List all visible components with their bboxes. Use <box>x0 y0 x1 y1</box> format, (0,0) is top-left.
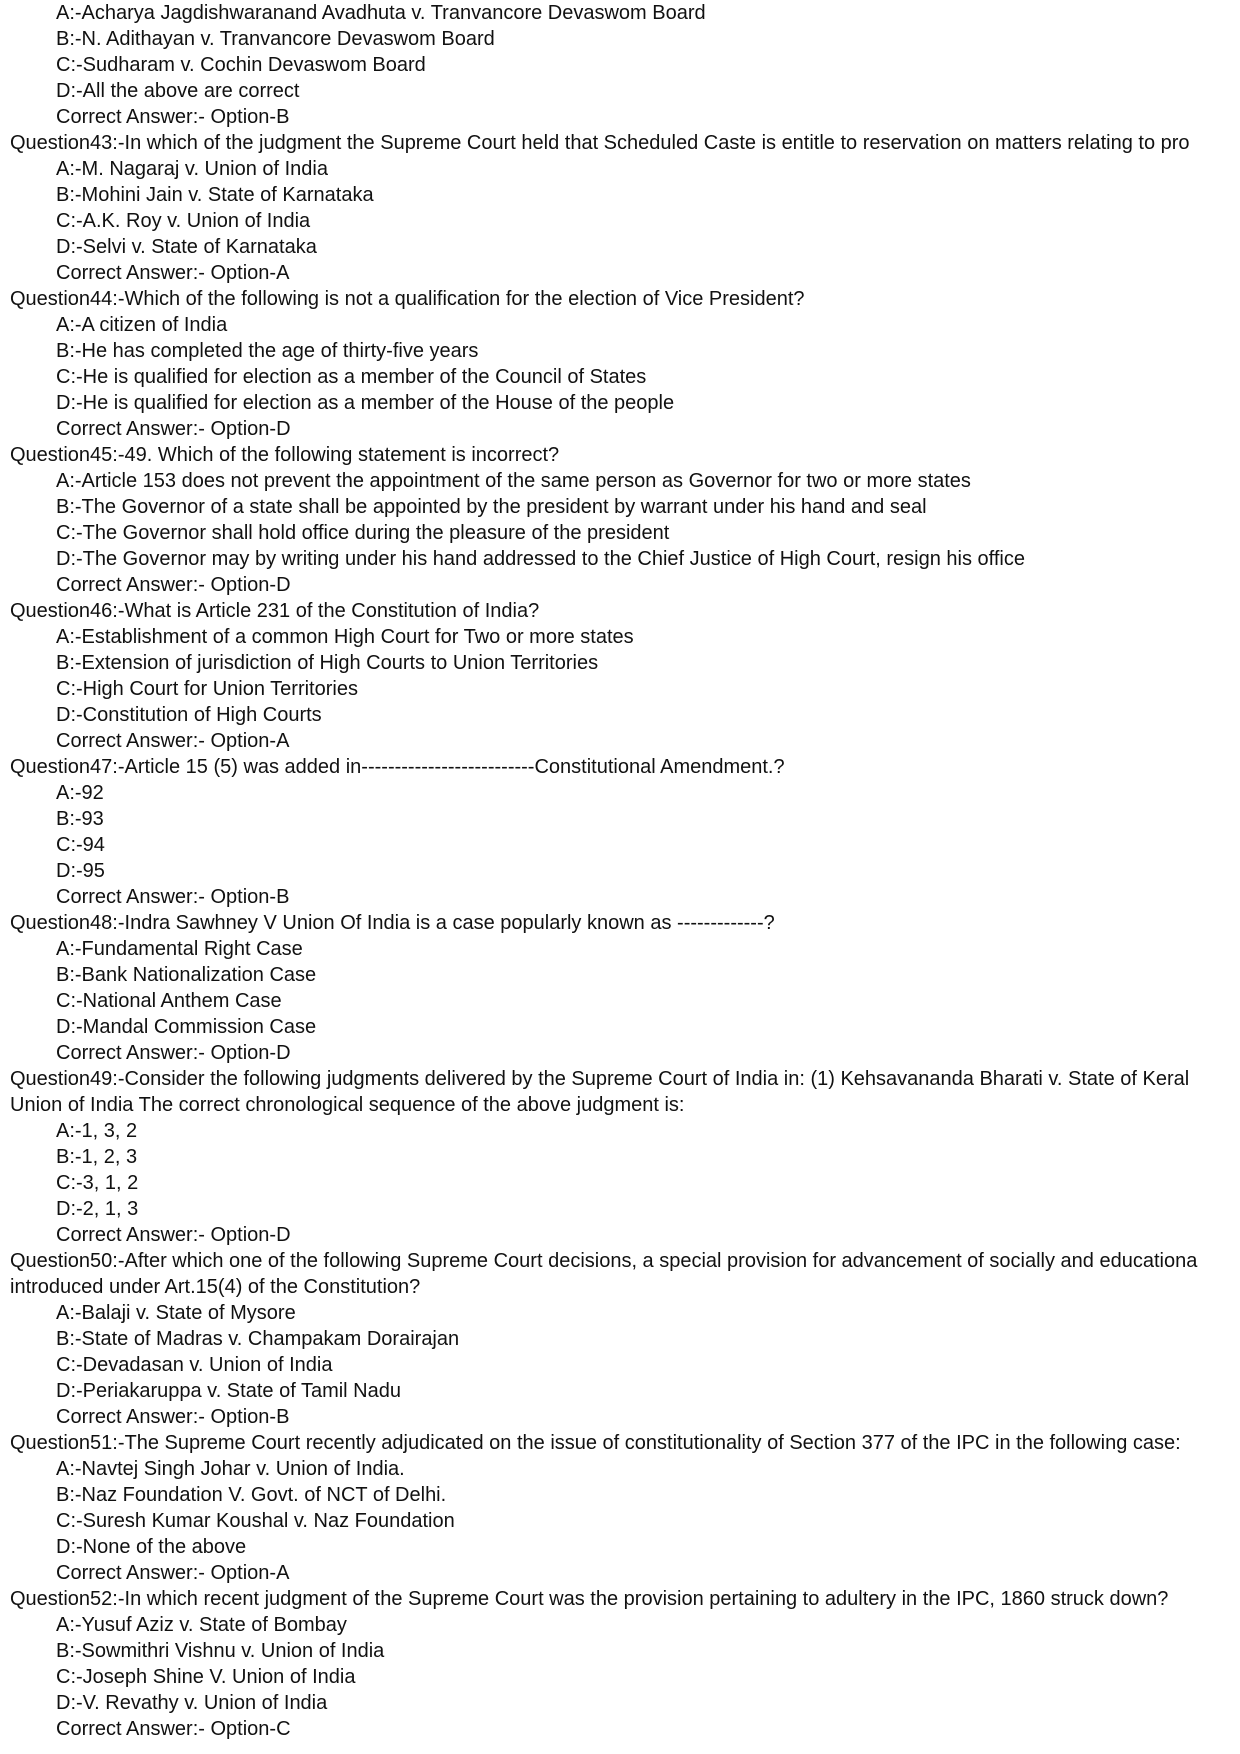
option-c: C:-3, 1, 2 <box>56 1172 139 1194</box>
option-c: C:-Joseph Shine V. Union of India <box>56 1666 356 1688</box>
option-a: A:-Establishment of a common High Court for Two or more states <box>56 626 634 648</box>
correct-answer: Correct Answer:- Option-A <box>56 262 290 284</box>
option-a: A:-Fundamental Right Case <box>56 938 303 960</box>
correct-answer: Correct Answer:- Option-A <box>56 1562 290 1584</box>
question-block-49 <box>0 1066 1240 1248</box>
question-block-46 <box>0 598 1240 754</box>
question-block-continued <box>0 0 1240 130</box>
option-a: A:-M. Nagaraj v. Union of India <box>56 158 328 180</box>
question-text: Question47:-Article 15 (5) was added in--------------------------Constitutional Amendment.? <box>10 756 785 778</box>
option-b: B:-1, 2, 3 <box>56 1146 138 1168</box>
question-text: Question46:-What is Article 231 of the Constitution of India? <box>10 600 540 622</box>
option-c: C:-Devadasan v. Union of India <box>56 1354 333 1376</box>
question-text: Question43:-In which of the judgment the Supreme Court held that Scheduled Caste is entitle to reservation on matters relating to pro <box>10 132 1190 154</box>
question-text-continued: Union of India The correct chronological sequence of the above judgment is: <box>10 1094 685 1116</box>
question-block-47 <box>0 754 1240 910</box>
option-d: D:-The Governor may by writing under his hand addressed to the Chief Justice of High Court, resign his office <box>56 548 1025 570</box>
option-d: D:-Constitution of High Courts <box>56 704 322 726</box>
option-a: A:-1, 3, 2 <box>56 1120 138 1142</box>
option-d: D:-He is qualified for election as a member of the House of the people <box>56 392 675 414</box>
option-a: A:-92 <box>56 782 104 804</box>
option-d: D:-95 <box>56 860 105 882</box>
question-text: Question44:-Which of the following is not a qualification for the election of Vice President? <box>10 288 805 310</box>
option-b: B:-He has completed the age of thirty-five years <box>56 340 479 362</box>
question-block-50 <box>0 1248 1240 1430</box>
option-c: C:-94 <box>56 834 105 856</box>
option-b: B:-Bank Nationalization Case <box>56 964 317 986</box>
question-block-48 <box>0 910 1240 1066</box>
question-text: Question50:-After which one of the following Supreme Court decisions, a special provision for advancement of socially and educationa <box>10 1250 1198 1272</box>
option-d: D:-Mandal Commission Case <box>56 1016 317 1038</box>
correct-answer: Correct Answer:- Option-C <box>56 1718 291 1740</box>
option-d: D:-Periakaruppa v. State of Tamil Nadu <box>56 1380 401 1402</box>
correct-answer: Correct Answer:- Option-D <box>56 1042 291 1064</box>
option-a: A:-Balaji v. State of Mysore <box>56 1302 296 1324</box>
question-block-44 <box>0 286 1240 442</box>
option-a: A:-Article 153 does not prevent the appointment of the same person as Governor for two or more states <box>56 470 971 492</box>
option-a: A:-Acharya Jagdishwaranand Avadhuta v. Tranvancore Devaswom Board <box>56 2 706 24</box>
question-text: Question45:-49. Which of the following statement is incorrect? <box>10 444 560 466</box>
correct-answer: Correct Answer:- Option-B <box>56 1406 290 1428</box>
option-c: C:-High Court for Union Territories <box>56 678 358 700</box>
option-c: C:-He is qualified for election as a member of the Council of States <box>56 366 647 388</box>
question-text: Question51:-The Supreme Court recently adjudicated on the issue of constitutionality of Section 377 of the IPC in the following case: <box>10 1432 1181 1454</box>
option-b: B:-Naz Foundation V. Govt. of NCT of Delhi. <box>56 1484 447 1506</box>
correct-answer: Correct Answer:- Option-D <box>56 1224 291 1246</box>
correct-answer: Correct Answer:- Option-A <box>56 730 290 752</box>
question-text-continued: introduced under Art.15(4) of the Constitution? <box>10 1276 421 1298</box>
option-d: D:-V. Revathy v. Union of India <box>56 1692 328 1714</box>
option-a: A:-Navtej Singh Johar v. Union of India. <box>56 1458 405 1480</box>
correct-answer: Correct Answer:- Option-D <box>56 418 291 440</box>
question-text: Question48:-Indra Sawhney V Union Of India is a case popularly known as -------------? <box>10 912 775 934</box>
question-block-51 <box>0 1430 1240 1586</box>
option-c: C:-The Governor shall hold office during the pleasure of the president <box>56 522 670 544</box>
question-block-52 <box>0 1586 1240 1742</box>
question-text: Question52:-In which recent judgment of the Supreme Court was the provision pertaining to adultery in the IPC, 1860 struck down? <box>10 1588 1169 1610</box>
option-d: D:-None of the above <box>56 1536 247 1558</box>
option-b: B:-93 <box>56 808 104 830</box>
question-block-45 <box>0 442 1240 598</box>
option-b: B:-Mohini Jain v. State of Karnataka <box>56 184 374 206</box>
correct-answer: Correct Answer:- Option-D <box>56 574 291 596</box>
option-d: D:-All the above are correct <box>56 80 300 102</box>
correct-answer: Correct Answer:- Option-B <box>56 106 290 128</box>
option-c: C:-Sudharam v. Cochin Devaswom Board <box>56 54 426 76</box>
option-c: C:-National Anthem Case <box>56 990 282 1012</box>
option-d: D:-Selvi v. State of Karnataka <box>56 236 317 258</box>
option-c: C:-A.K. Roy v. Union of India <box>56 210 311 232</box>
option-b: B:-The Governor of a state shall be appointed by the president by warrant under his hand and seal <box>56 496 927 518</box>
option-c: C:-Suresh Kumar Koushal v. Naz Foundation <box>56 1510 455 1532</box>
correct-answer: Correct Answer:- Option-B <box>56 886 290 908</box>
option-b: B:-Sowmithri Vishnu v. Union of India <box>56 1640 385 1662</box>
option-d: D:-2, 1, 3 <box>56 1198 139 1220</box>
question-text: Question49:-Consider the following judgments delivered by the Supreme Court of India in: (1) Kehsavananda Bharati v. State of Keral <box>10 1068 1190 1090</box>
option-b: B:-State of Madras v. Champakam Dorairajan <box>56 1328 460 1350</box>
option-a: A:-A citizen of India <box>56 314 228 336</box>
option-b: B:-N. Adithayan v. Tranvancore Devaswom Board <box>56 28 495 50</box>
option-a: A:-Yusuf Aziz v. State of Bombay <box>56 1614 347 1636</box>
option-b: B:-Extension of jurisdiction of High Courts to Union Territories <box>56 652 599 674</box>
question-block-43 <box>0 130 1240 286</box>
